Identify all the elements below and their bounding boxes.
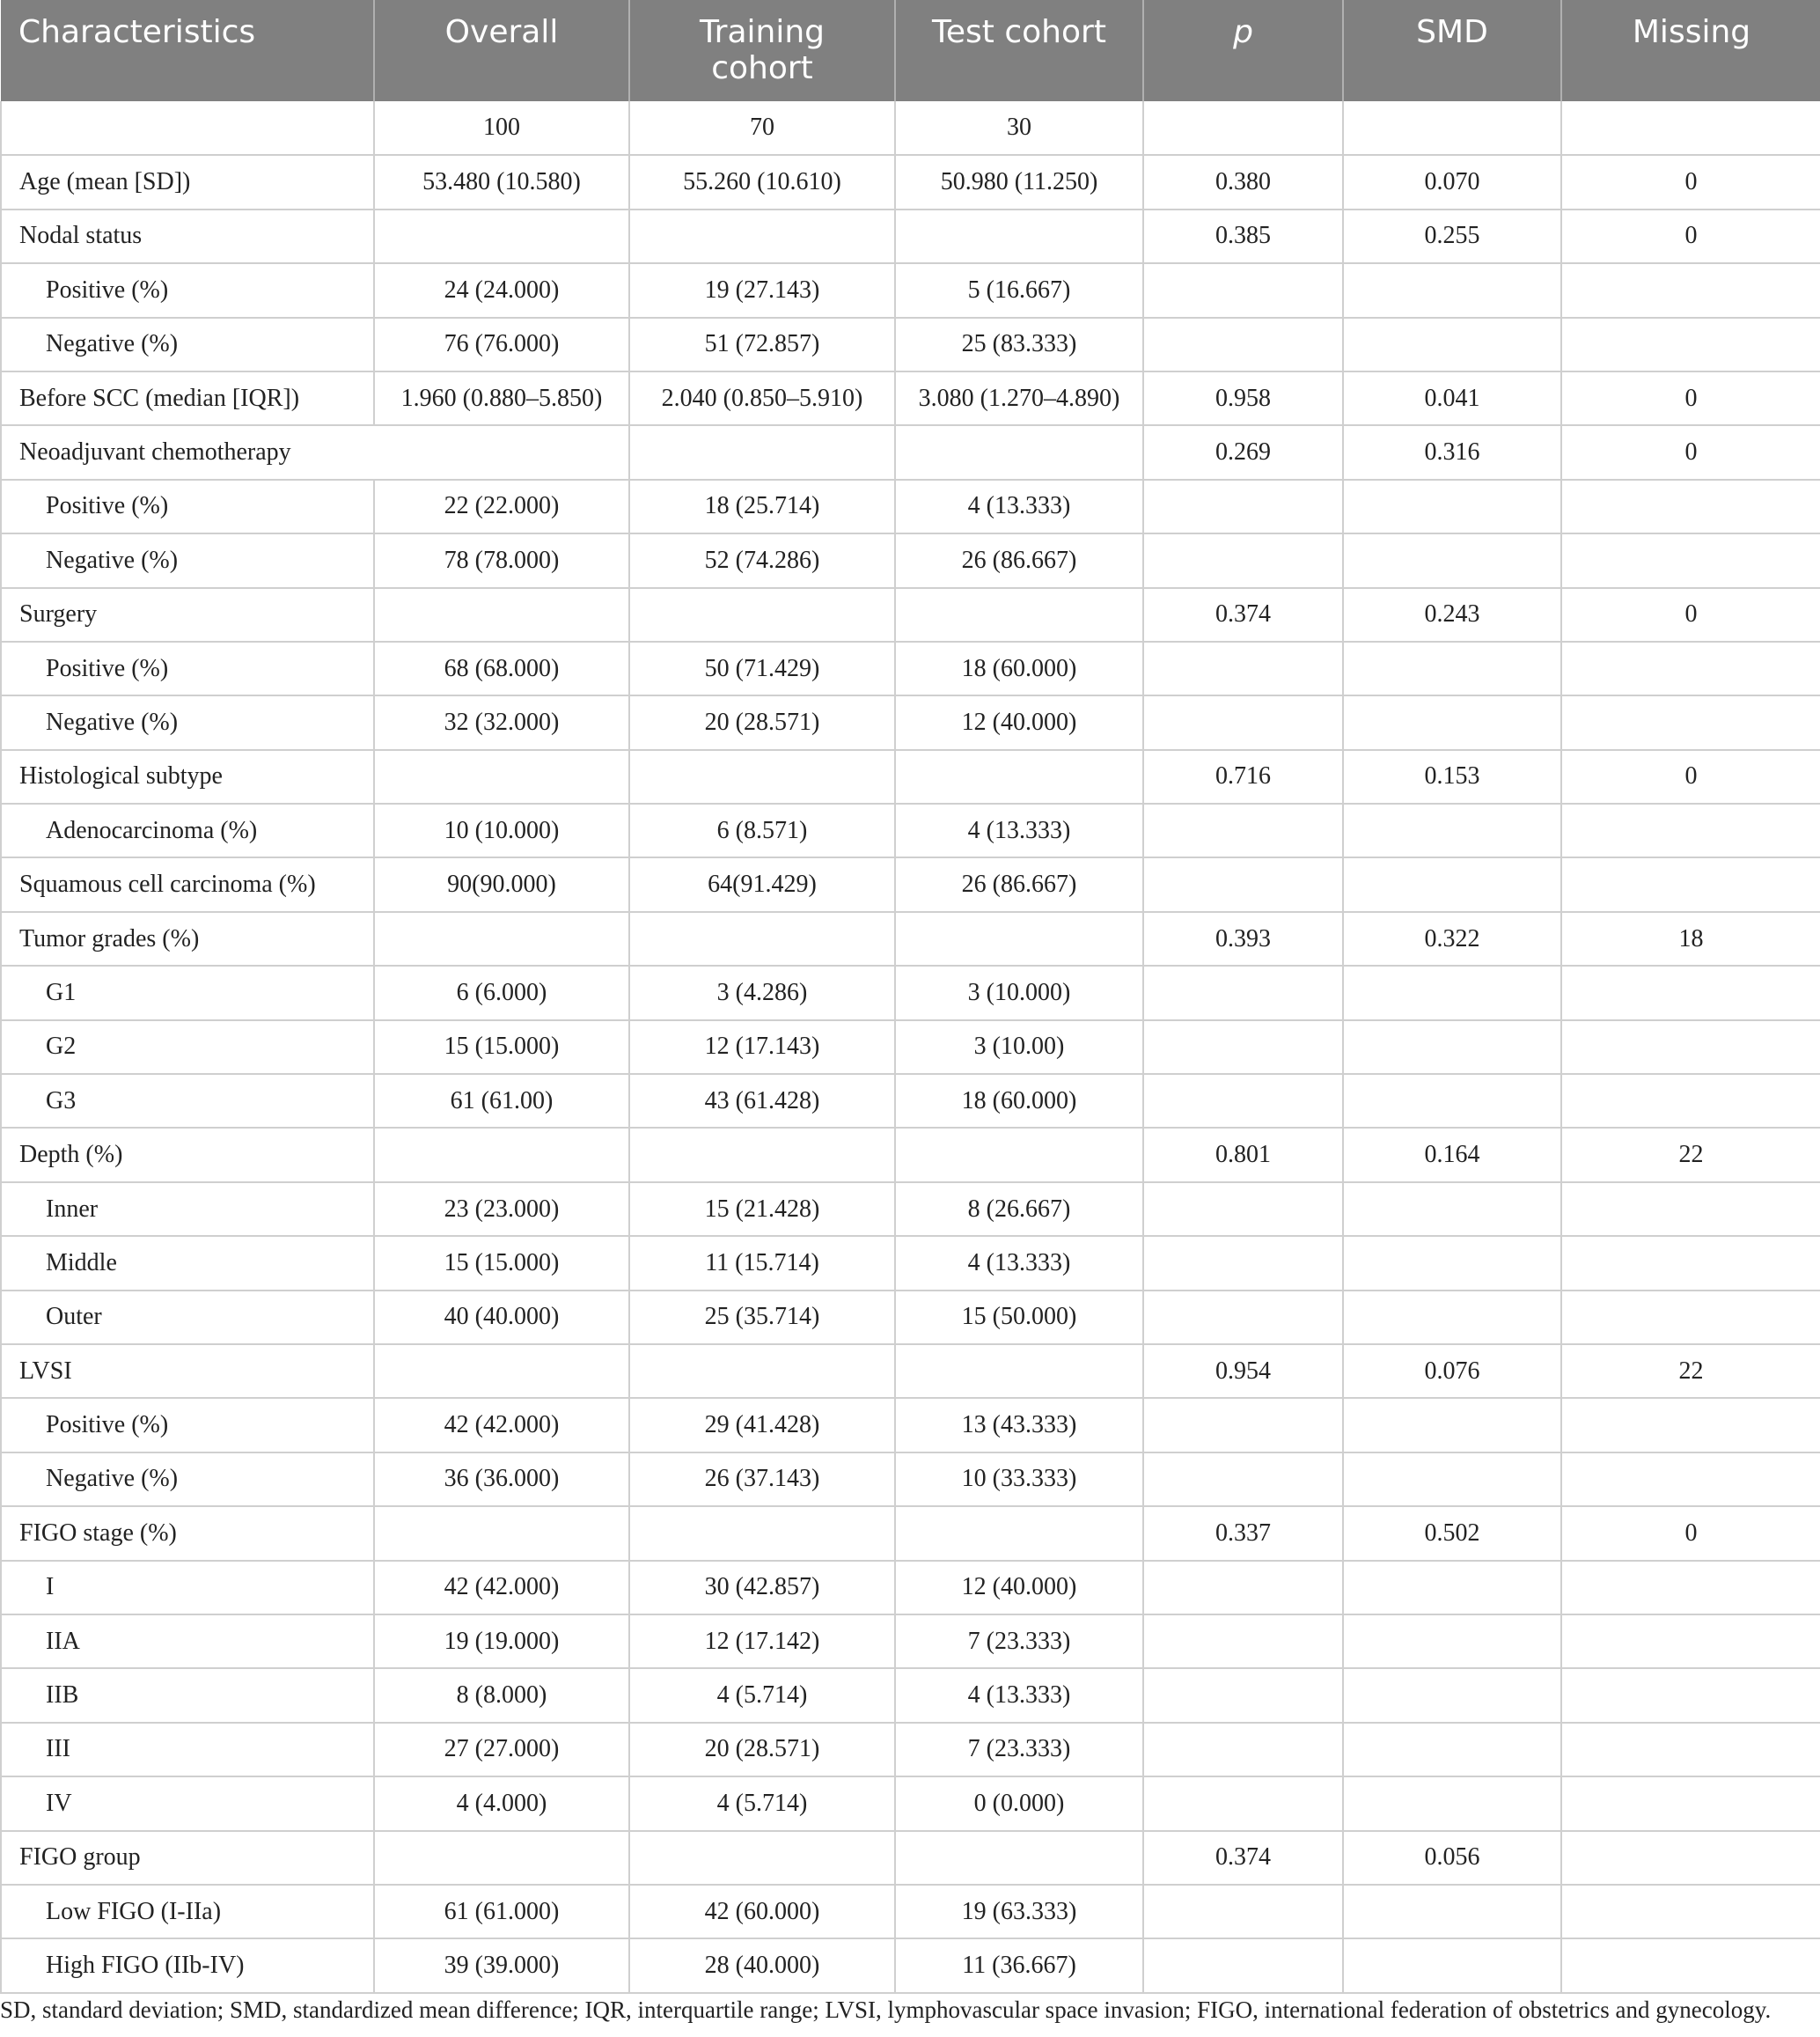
missing-cell bbox=[1561, 1074, 1820, 1128]
smd-cell: 0.255 bbox=[1343, 210, 1561, 263]
table-row bbox=[1, 1020, 1820, 1074]
missing-cell: 22 bbox=[1561, 1344, 1820, 1398]
smd-cell bbox=[1343, 642, 1561, 695]
table-row bbox=[1, 425, 1820, 479]
p-value-cell bbox=[1143, 695, 1343, 749]
table-row bbox=[1, 101, 1820, 155]
missing-cell: 0 bbox=[1561, 1506, 1820, 1560]
header-missing: Missing bbox=[1561, 0, 1820, 101]
training-cell bbox=[629, 425, 895, 479]
missing-cell bbox=[1561, 1452, 1820, 1506]
training-cell: 12 (17.143) bbox=[629, 1020, 895, 1074]
smd-cell: 0.041 bbox=[1343, 371, 1561, 425]
test-cell bbox=[895, 1344, 1143, 1398]
overall-cell bbox=[374, 912, 629, 966]
table-row bbox=[1, 1885, 1820, 1938]
table-row bbox=[1, 750, 1820, 804]
overall-cell: 4 (4.000) bbox=[374, 1776, 629, 1830]
characteristic-cell: Positive (%) bbox=[1, 642, 374, 695]
smd-cell: 0.056 bbox=[1343, 1831, 1561, 1885]
test-cell: 11 (36.667) bbox=[895, 1938, 1143, 1992]
overall-cell: 68 (68.000) bbox=[374, 642, 629, 695]
p-value-cell bbox=[1143, 480, 1343, 533]
table-row bbox=[1, 1128, 1820, 1181]
smd-cell: 0.502 bbox=[1343, 1506, 1561, 1560]
training-cell: 4 (5.714) bbox=[629, 1668, 895, 1722]
missing-cell: 0 bbox=[1561, 210, 1820, 263]
missing-cell: 18 bbox=[1561, 912, 1820, 966]
training-cell: 15 (21.428) bbox=[629, 1182, 895, 1236]
test-cell bbox=[895, 1831, 1143, 1885]
p-value-cell bbox=[1143, 263, 1343, 317]
missing-cell bbox=[1561, 1614, 1820, 1668]
table-row bbox=[1, 857, 1820, 911]
characteristic-cell: Negative (%) bbox=[1, 533, 374, 587]
test-cell: 26 (86.667) bbox=[895, 533, 1143, 587]
characteristic-cell: G1 bbox=[1, 966, 374, 1019]
overall-cell: 100 bbox=[374, 101, 629, 155]
missing-cell bbox=[1561, 1182, 1820, 1236]
training-cell: 43 (61.428) bbox=[629, 1074, 895, 1128]
missing-cell bbox=[1561, 1885, 1820, 1938]
characteristic-cell: FIGO stage (%) bbox=[1, 1506, 374, 1560]
training-cell bbox=[629, 1344, 895, 1398]
p-value-cell bbox=[1143, 1561, 1343, 1614]
missing-cell bbox=[1561, 695, 1820, 749]
missing-cell bbox=[1561, 318, 1820, 371]
test-cell: 3.080 (1.270–4.890) bbox=[895, 371, 1143, 425]
training-cell: 70 bbox=[629, 101, 895, 155]
missing-cell bbox=[1561, 1776, 1820, 1830]
training-cell: 30 (42.857) bbox=[629, 1561, 895, 1614]
p-value-cell bbox=[1143, 1291, 1343, 1344]
characteristic-cell: Before SCC (median [IQR]) bbox=[1, 371, 374, 425]
table-row bbox=[1, 1182, 1820, 1236]
smd-cell: 0.243 bbox=[1343, 588, 1561, 642]
p-value-cell: 0.380 bbox=[1143, 155, 1343, 209]
missing-cell bbox=[1561, 1236, 1820, 1290]
table-body bbox=[1, 101, 1820, 1993]
test-cell: 13 (43.333) bbox=[895, 1398, 1143, 1452]
smd-cell bbox=[1343, 695, 1561, 749]
characteristic-cell: Negative (%) bbox=[1, 1452, 374, 1506]
test-cell bbox=[895, 425, 1143, 479]
p-value-cell bbox=[1143, 1452, 1343, 1506]
smd-cell: 0.322 bbox=[1343, 912, 1561, 966]
table-row bbox=[1, 912, 1820, 966]
overall-cell: 15 (15.000) bbox=[374, 1020, 629, 1074]
missing-cell bbox=[1561, 1561, 1820, 1614]
missing-cell bbox=[1561, 480, 1820, 533]
test-cell: 4 (13.333) bbox=[895, 480, 1143, 533]
missing-cell bbox=[1561, 804, 1820, 857]
smd-cell: 0.153 bbox=[1343, 750, 1561, 804]
table-row bbox=[1, 155, 1820, 209]
test-cell: 0 (0.000) bbox=[895, 1776, 1143, 1830]
missing-cell: 22 bbox=[1561, 1128, 1820, 1181]
characteristic-cell: Positive (%) bbox=[1, 480, 374, 533]
overall-cell: 24 (24.000) bbox=[374, 263, 629, 317]
overall-cell: 90(90.000) bbox=[374, 857, 629, 911]
missing-cell bbox=[1561, 1020, 1820, 1074]
p-value-cell bbox=[1143, 1776, 1343, 1830]
characteristic-cell: Squamous cell carcinoma (%) bbox=[1, 857, 374, 911]
smd-cell bbox=[1343, 857, 1561, 911]
header-smd: SMD bbox=[1343, 0, 1561, 101]
training-cell: 50 (71.429) bbox=[629, 642, 895, 695]
characteristic-cell: IV bbox=[1, 1776, 374, 1830]
test-cell: 4 (13.333) bbox=[895, 1668, 1143, 1722]
header-test-cohort: Test cohort bbox=[895, 0, 1143, 101]
smd-cell bbox=[1343, 1561, 1561, 1614]
missing-cell: 0 bbox=[1561, 155, 1820, 209]
test-cell: 3 (10.000) bbox=[895, 966, 1143, 1019]
training-cell: 3 (4.286) bbox=[629, 966, 895, 1019]
p-value-cell bbox=[1143, 318, 1343, 371]
test-cell: 5 (16.667) bbox=[895, 263, 1143, 317]
training-cell: 11 (15.714) bbox=[629, 1236, 895, 1290]
test-cell bbox=[895, 210, 1143, 263]
characteristic-cell: IIA bbox=[1, 1614, 374, 1668]
table-row bbox=[1, 804, 1820, 857]
overall-cell bbox=[374, 588, 629, 642]
test-cell bbox=[895, 750, 1143, 804]
missing-cell bbox=[1561, 1398, 1820, 1452]
table-row bbox=[1, 1344, 1820, 1398]
overall-cell: 19 (19.000) bbox=[374, 1614, 629, 1668]
overall-cell: 8 (8.000) bbox=[374, 1668, 629, 1722]
table-row bbox=[1, 371, 1820, 425]
characteristic-cell: Neoadjuvant chemotherapy bbox=[1, 425, 629, 479]
characteristic-cell: Histological subtype bbox=[1, 750, 374, 804]
overall-cell: 32 (32.000) bbox=[374, 695, 629, 749]
training-cell bbox=[629, 1506, 895, 1560]
characteristic-cell: G3 bbox=[1, 1074, 374, 1128]
missing-cell bbox=[1561, 1938, 1820, 1992]
characteristic-cell: Tumor grades (%) bbox=[1, 912, 374, 966]
characteristic-cell: Age (mean [SD]) bbox=[1, 155, 374, 209]
smd-cell bbox=[1343, 1182, 1561, 1236]
test-cell: 19 (63.333) bbox=[895, 1885, 1143, 1938]
overall-cell: 10 (10.000) bbox=[374, 804, 629, 857]
test-cell: 26 (86.667) bbox=[895, 857, 1143, 911]
test-cell: 4 (13.333) bbox=[895, 1236, 1143, 1290]
missing-cell bbox=[1561, 1723, 1820, 1776]
test-cell bbox=[895, 1506, 1143, 1560]
overall-cell: 76 (76.000) bbox=[374, 318, 629, 371]
overall-cell: 1.960 (0.880–5.850) bbox=[374, 371, 629, 425]
p-value-cell bbox=[1143, 101, 1343, 155]
test-cell: 3 (10.00) bbox=[895, 1020, 1143, 1074]
smd-cell bbox=[1343, 1291, 1561, 1344]
table-row bbox=[1, 480, 1820, 533]
smd-cell: 0.070 bbox=[1343, 155, 1561, 209]
training-cell: 28 (40.000) bbox=[629, 1938, 895, 1992]
characteristic-cell: Adenocarcinoma (%) bbox=[1, 804, 374, 857]
overall-cell: 78 (78.000) bbox=[374, 533, 629, 587]
table-row bbox=[1, 1291, 1820, 1344]
p-value-cell bbox=[1143, 1614, 1343, 1668]
characteristic-cell: Outer bbox=[1, 1291, 374, 1344]
overall-cell bbox=[374, 1344, 629, 1398]
smd-cell bbox=[1343, 533, 1561, 587]
smd-cell bbox=[1343, 1236, 1561, 1290]
characteristic-cell: G2 bbox=[1, 1020, 374, 1074]
table-row bbox=[1, 1938, 1820, 1992]
characteristic-cell: IIB bbox=[1, 1668, 374, 1722]
p-value-cell bbox=[1143, 1182, 1343, 1236]
characteristic-cell: Nodal status bbox=[1, 210, 374, 263]
characteristic-cell: Low FIGO (I-IIa) bbox=[1, 1885, 374, 1938]
test-cell: 30 bbox=[895, 101, 1143, 155]
p-value-cell: 0.958 bbox=[1143, 371, 1343, 425]
smd-cell bbox=[1343, 1938, 1561, 1992]
table-row bbox=[1, 1506, 1820, 1560]
characteristic-cell bbox=[1, 101, 374, 155]
overall-cell: 22 (22.000) bbox=[374, 480, 629, 533]
table-row bbox=[1, 1236, 1820, 1290]
characteristic-cell: Surgery bbox=[1, 588, 374, 642]
overall-cell: 53.480 (10.580) bbox=[374, 155, 629, 209]
smd-cell bbox=[1343, 1020, 1561, 1074]
characteristic-cell: Middle bbox=[1, 1236, 374, 1290]
smd-cell bbox=[1343, 1614, 1561, 1668]
table-row bbox=[1, 1398, 1820, 1452]
test-cell: 18 (60.000) bbox=[895, 1074, 1143, 1128]
missing-cell: 0 bbox=[1561, 371, 1820, 425]
table-row bbox=[1, 1614, 1820, 1668]
test-cell: 12 (40.000) bbox=[895, 695, 1143, 749]
training-cell: 29 (41.428) bbox=[629, 1398, 895, 1452]
characteristic-cell: I bbox=[1, 1561, 374, 1614]
header-row bbox=[1, 0, 1820, 101]
table-footnote: SD, standard deviation; SMD, standardized mean difference; IQR, interquartile range; LVSI, lymphovascular space invasion; FIGO, international federation of obstetrics and gynecology. bbox=[0, 1997, 1772, 2023]
training-cell: 12 (17.142) bbox=[629, 1614, 895, 1668]
smd-cell: 0.076 bbox=[1343, 1344, 1561, 1398]
characteristic-cell: Negative (%) bbox=[1, 318, 374, 371]
smd-cell bbox=[1343, 318, 1561, 371]
overall-cell: 27 (27.000) bbox=[374, 1723, 629, 1776]
smd-cell bbox=[1343, 101, 1561, 155]
overall-cell: 61 (61.00) bbox=[374, 1074, 629, 1128]
training-cell: 51 (72.857) bbox=[629, 318, 895, 371]
missing-cell bbox=[1561, 533, 1820, 587]
training-cell: 20 (28.571) bbox=[629, 695, 895, 749]
test-cell: 18 (60.000) bbox=[895, 642, 1143, 695]
p-value-cell: 0.393 bbox=[1143, 912, 1343, 966]
table-row bbox=[1, 1074, 1820, 1128]
characteristic-cell: Positive (%) bbox=[1, 263, 374, 317]
test-cell: 15 (50.000) bbox=[895, 1291, 1143, 1344]
table-row bbox=[1, 642, 1820, 695]
smd-cell bbox=[1343, 480, 1561, 533]
p-value-cell: 0.374 bbox=[1143, 588, 1343, 642]
overall-cell: 39 (39.000) bbox=[374, 1938, 629, 1992]
p-value-cell: 0.374 bbox=[1143, 1831, 1343, 1885]
smd-cell bbox=[1343, 1776, 1561, 1830]
smd-cell bbox=[1343, 1074, 1561, 1128]
training-cell: 25 (35.714) bbox=[629, 1291, 895, 1344]
smd-cell: 0.316 bbox=[1343, 425, 1561, 479]
overall-cell bbox=[374, 1128, 629, 1181]
smd-cell bbox=[1343, 1723, 1561, 1776]
overall-cell: 6 (6.000) bbox=[374, 966, 629, 1019]
p-value-cell bbox=[1143, 1074, 1343, 1128]
overall-cell bbox=[374, 210, 629, 263]
characteristic-cell: FIGO group bbox=[1, 1831, 374, 1885]
training-cell: 4 (5.714) bbox=[629, 1776, 895, 1830]
training-cell bbox=[629, 1128, 895, 1181]
table-header bbox=[1, 0, 1820, 101]
overall-cell: 23 (23.000) bbox=[374, 1182, 629, 1236]
training-cell bbox=[629, 210, 895, 263]
test-cell: 4 (13.333) bbox=[895, 804, 1143, 857]
training-cell bbox=[629, 750, 895, 804]
overall-cell bbox=[374, 750, 629, 804]
training-cell: 55.260 (10.610) bbox=[629, 155, 895, 209]
p-value-cell bbox=[1143, 804, 1343, 857]
test-cell: 12 (40.000) bbox=[895, 1561, 1143, 1614]
missing-cell: 0 bbox=[1561, 588, 1820, 642]
table-row bbox=[1, 318, 1820, 371]
smd-cell bbox=[1343, 1885, 1561, 1938]
smd-cell: 0.164 bbox=[1343, 1128, 1561, 1181]
training-cell bbox=[629, 1831, 895, 1885]
training-cell: 64(91.429) bbox=[629, 857, 895, 911]
training-cell: 19 (27.143) bbox=[629, 263, 895, 317]
table-row bbox=[1, 966, 1820, 1019]
missing-cell bbox=[1561, 101, 1820, 155]
p-value-cell: 0.385 bbox=[1143, 210, 1343, 263]
p-value-cell bbox=[1143, 533, 1343, 587]
overall-cell bbox=[374, 1831, 629, 1885]
test-cell bbox=[895, 1128, 1143, 1181]
overall-cell: 42 (42.000) bbox=[374, 1561, 629, 1614]
characteristic-cell: LVSI bbox=[1, 1344, 374, 1398]
missing-cell bbox=[1561, 1831, 1820, 1885]
p-value-cell bbox=[1143, 1398, 1343, 1452]
p-value-cell bbox=[1143, 966, 1343, 1019]
p-value-cell bbox=[1143, 1723, 1343, 1776]
test-cell bbox=[895, 588, 1143, 642]
training-cell: 18 (25.714) bbox=[629, 480, 895, 533]
overall-cell: 15 (15.000) bbox=[374, 1236, 629, 1290]
p-value-cell: 0.269 bbox=[1143, 425, 1343, 479]
test-cell: 7 (23.333) bbox=[895, 1723, 1143, 1776]
table-row bbox=[1, 533, 1820, 587]
header-training-cohort: Training cohort bbox=[629, 0, 895, 101]
table-row bbox=[1, 210, 1820, 263]
smd-cell bbox=[1343, 966, 1561, 1019]
table-row bbox=[1, 588, 1820, 642]
missing-cell: 0 bbox=[1561, 750, 1820, 804]
test-cell: 50.980 (11.250) bbox=[895, 155, 1143, 209]
table-row bbox=[1, 1776, 1820, 1830]
overall-cell: 42 (42.000) bbox=[374, 1398, 629, 1452]
p-value-cell bbox=[1143, 642, 1343, 695]
table-row bbox=[1, 1452, 1820, 1506]
training-cell: 20 (28.571) bbox=[629, 1723, 895, 1776]
test-cell: 25 (83.333) bbox=[895, 318, 1143, 371]
smd-cell bbox=[1343, 1452, 1561, 1506]
p-value-cell bbox=[1143, 1236, 1343, 1290]
overall-cell bbox=[374, 1506, 629, 1560]
table-row bbox=[1, 263, 1820, 317]
test-cell: 10 (33.333) bbox=[895, 1452, 1143, 1506]
header-p-value: p bbox=[1143, 0, 1343, 101]
characteristic-cell: III bbox=[1, 1723, 374, 1776]
characteristic-cell: Inner bbox=[1, 1182, 374, 1236]
test-cell bbox=[895, 912, 1143, 966]
p-value-cell: 0.716 bbox=[1143, 750, 1343, 804]
training-cell: 6 (8.571) bbox=[629, 804, 895, 857]
training-cell: 26 (37.143) bbox=[629, 1452, 895, 1506]
characteristic-cell: High FIGO (IIb-IV) bbox=[1, 1938, 374, 1992]
missing-cell bbox=[1561, 857, 1820, 911]
header-overall: Overall bbox=[374, 0, 629, 101]
p-value-cell bbox=[1143, 1668, 1343, 1722]
missing-cell bbox=[1561, 1668, 1820, 1722]
missing-cell bbox=[1561, 642, 1820, 695]
smd-cell bbox=[1343, 1398, 1561, 1452]
training-cell: 52 (74.286) bbox=[629, 533, 895, 587]
smd-cell bbox=[1343, 804, 1561, 857]
table-row bbox=[1, 1831, 1820, 1885]
table-row bbox=[1, 1668, 1820, 1722]
p-value-cell: 0.337 bbox=[1143, 1506, 1343, 1560]
missing-cell: 0 bbox=[1561, 425, 1820, 479]
table-row bbox=[1, 1561, 1820, 1614]
training-cell: 2.040 (0.850–5.910) bbox=[629, 371, 895, 425]
p-value-cell bbox=[1143, 857, 1343, 911]
test-cell: 8 (26.667) bbox=[895, 1182, 1143, 1236]
training-cell bbox=[629, 912, 895, 966]
smd-cell bbox=[1343, 263, 1561, 317]
table-row bbox=[1, 1723, 1820, 1776]
overall-cell: 61 (61.000) bbox=[374, 1885, 629, 1938]
table-row bbox=[1, 695, 1820, 749]
p-value-cell: 0.801 bbox=[1143, 1128, 1343, 1181]
characteristic-cell: Negative (%) bbox=[1, 695, 374, 749]
p-value-cell bbox=[1143, 1885, 1343, 1938]
missing-cell bbox=[1561, 263, 1820, 317]
test-cell: 7 (23.333) bbox=[895, 1614, 1143, 1668]
overall-cell: 36 (36.000) bbox=[374, 1452, 629, 1506]
training-cell bbox=[629, 588, 895, 642]
smd-cell bbox=[1343, 1668, 1561, 1722]
p-value-cell bbox=[1143, 1938, 1343, 1992]
missing-cell bbox=[1561, 1291, 1820, 1344]
header-characteristics: Characteristics bbox=[1, 0, 374, 101]
p-value-cell: 0.954 bbox=[1143, 1344, 1343, 1398]
p-value-cell bbox=[1143, 1020, 1343, 1074]
missing-cell bbox=[1561, 966, 1820, 1019]
overall-cell: 40 (40.000) bbox=[374, 1291, 629, 1344]
training-cell: 42 (60.000) bbox=[629, 1885, 895, 1938]
characteristic-cell: Positive (%) bbox=[1, 1398, 374, 1452]
characteristic-cell: Depth (%) bbox=[1, 1128, 374, 1181]
